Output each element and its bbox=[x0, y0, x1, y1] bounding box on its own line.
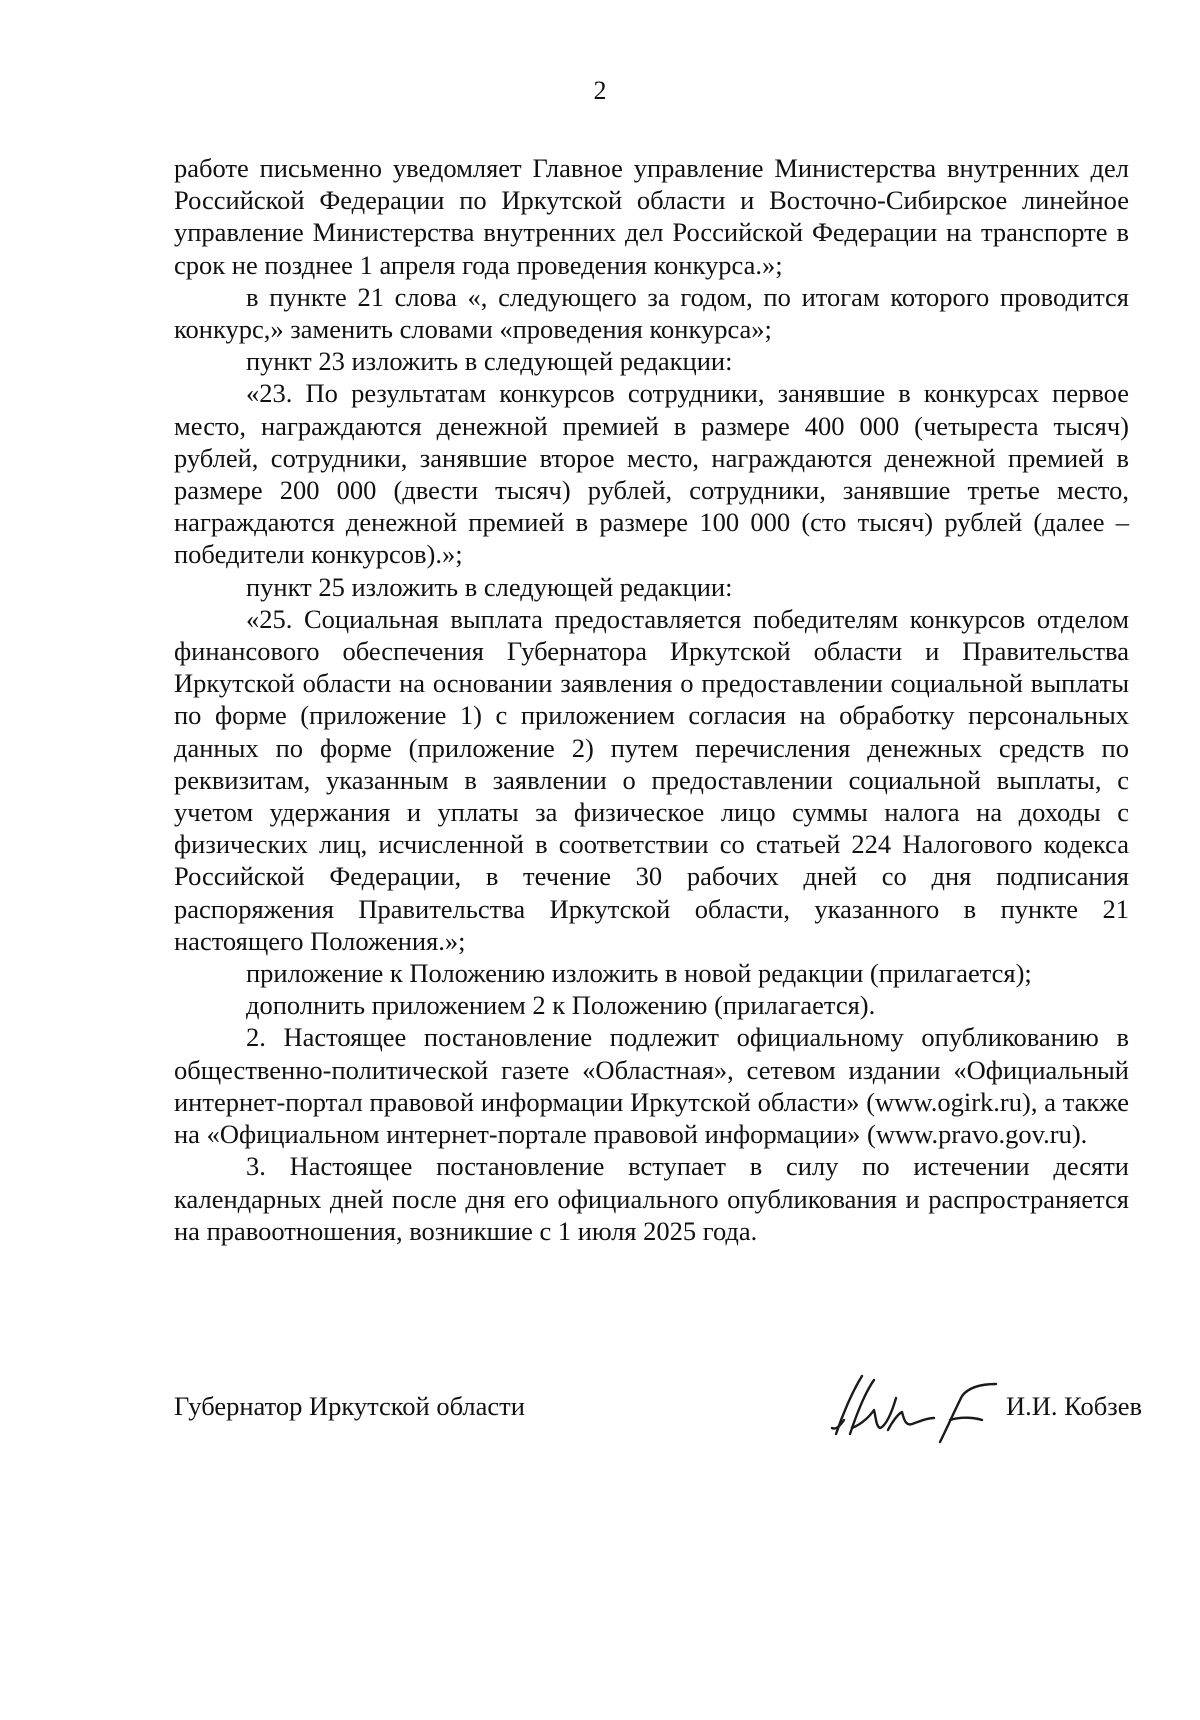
paragraph-appendix-2: дополнить приложением 2 к Положению (прилагается). bbox=[246, 990, 876, 1021]
signatory-title: Губернатор Иркутской области bbox=[174, 1391, 525, 1421]
paragraph-continuation: работе письменно уведомляет Главное управление Министерства внутренних дел Российской Федерации по Иркутской области и Восточно-Сибирское линейное управление Министерства внутренних дел Российской Федерации на транспорте в срок не позднее 1 апреля года проведения конкурса.»; bbox=[174, 153, 1129, 280]
handwritten-signature bbox=[822, 1368, 1000, 1444]
signatory-name: И.И. Кобзев bbox=[1006, 1391, 1142, 1421]
paragraph-clause-23: «23. По результатам конкурсов сотрудники, занявшие в конкурсах первое место, награждаются денежной премией в размере 400 000 (четыреста тысяч) рублей, сотрудники, занявшие второе место, награждаются денежной премией в размере 200 000 (двести тысяч) рублей, сотрудники, занявшие третье место, награждаются денежной премией в размере 100 000 (сто тысяч) рублей (далее – победители конкурсов).»; bbox=[174, 378, 1129, 570]
page-number: 2 bbox=[593, 76, 607, 105]
paragraph-amend-21: в пункте 21 слова «, следующего за годом, по итогам которого проводится конкурс,» заменить словами «проведения конкурса»; bbox=[174, 281, 1129, 345]
paragraph-appendix-new: приложение к Положению изложить в новой редакции (прилагается); bbox=[246, 958, 1032, 989]
paragraph-clause-25: «25. Социальная выплата предоставляется победителям конкурсов отделом финансового обеспечения Губернатора Иркутской области и Правительства Иркутской области на основании заявления о предоставлении социальной выплаты по форме (приложение 1) с приложением согласия на обработку персональных данных по форме (приложение 2) путем перечисления денежных средств по реквизитам, указанным в заявлении о предоставлении социальной выплаты, с учетом удержания и уплаты за физическое лицо суммы налога на доходы с физических лиц, исчисленной в соответствии со статьей 224 Налогового кодекса Российской Федерации, в течение 30 рабочих дней со дня подписания распоряжения Правительства Иркутской области, указанного в пункте 21 настоящего Положения.»; bbox=[174, 603, 1129, 956]
paragraph-amend-23-intro: пункт 23 изложить в следующей редакции: bbox=[246, 346, 733, 377]
document-body bbox=[174, 152, 1129, 1247]
paragraph-publication: 2. Настоящее постановление подлежит официальному опубликованию в общественно-политической газете «Областная», сетевом издании «Официальный интернет-портал правовой информации Иркутской области» (www.ogirk.ru), а также на «Официальном интернет-портале правовой информации» (www.pravo.gov.ru). bbox=[174, 1022, 1129, 1150]
paragraph-entry-into-force: 3. Настоящее постановление вступает в силу по истечении десяти календарных дней после дня его официального опубликования и распространяется на правоотношения, возникшие с 1 июля 2025 года. bbox=[174, 1151, 1129, 1246]
paragraph-amend-25-intro: пункт 25 изложить в следующей редакции: bbox=[246, 571, 733, 602]
